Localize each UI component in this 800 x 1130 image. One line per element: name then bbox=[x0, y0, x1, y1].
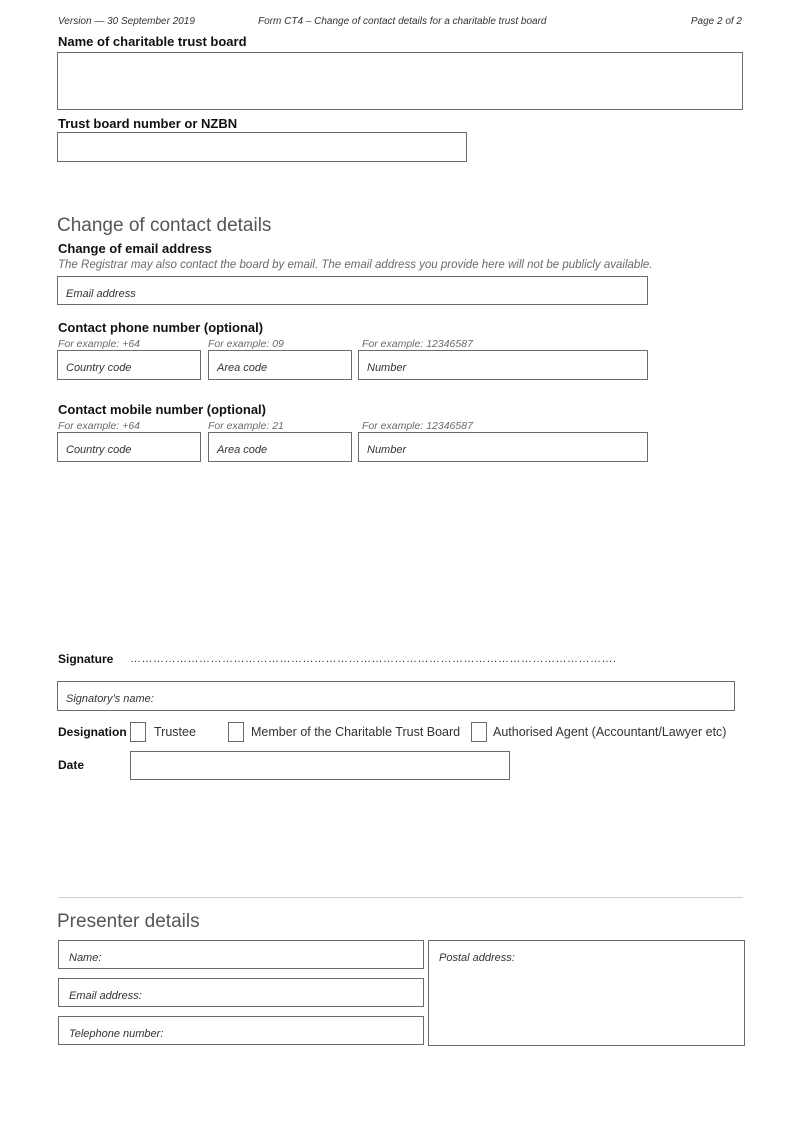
signatory-name-placeholder: Signatory’s name: bbox=[66, 693, 154, 705]
header-version: Version — 30 September 2019 bbox=[58, 16, 195, 27]
presenter-email-placeholder: Email address: bbox=[69, 990, 142, 1002]
mobile-area-placeholder: Area code bbox=[217, 444, 268, 456]
phone-number-placeholder: Number bbox=[367, 362, 407, 374]
designation-trustee-label: Trustee bbox=[154, 725, 196, 739]
board-name-field[interactable] bbox=[57, 52, 743, 110]
designation-trustee-checkbox[interactable] bbox=[130, 722, 146, 742]
designation-label: Designation bbox=[58, 725, 127, 739]
phone-area-hint: For example: 09 bbox=[208, 338, 284, 350]
phone-number-field[interactable] bbox=[358, 350, 648, 380]
mobile-country-field[interactable] bbox=[57, 432, 201, 462]
mobile-number-hint: For example: 12346587 bbox=[362, 420, 473, 432]
date-field[interactable] bbox=[130, 751, 510, 780]
mobile-number-field[interactable] bbox=[358, 432, 648, 462]
phone-number-hint: For example: 12346587 bbox=[362, 338, 473, 350]
header-page-number: Page 2 of 2 bbox=[690, 16, 742, 27]
board-number-field[interactable] bbox=[57, 132, 467, 162]
contact-section-heading: Change of contact details bbox=[57, 215, 272, 236]
board-number-label: Trust board number or NZBN bbox=[58, 116, 238, 131]
phone-country-field[interactable] bbox=[57, 350, 201, 380]
presenter-email-field[interactable] bbox=[58, 978, 424, 1007]
presenter-name-field[interactable] bbox=[58, 940, 424, 969]
presenter-heading: Presenter details bbox=[57, 911, 200, 932]
designation-agent-label: Authorised Agent (Accountant/Lawyer etc) bbox=[493, 725, 727, 739]
mobile-country-placeholder: Country code bbox=[66, 444, 132, 456]
phone-area-field[interactable] bbox=[208, 350, 352, 380]
header-form-title: Form CT4 – Change of contact details for a charitable trust board bbox=[258, 16, 547, 27]
phone-country-placeholder: Country code bbox=[66, 362, 132, 374]
board-name-label: Name of charitable trust board bbox=[58, 34, 247, 49]
mobile-country-hint: For example: +64 bbox=[58, 420, 141, 432]
signature-line[interactable]: ………………………………………………………………………………………………………………. bbox=[130, 653, 617, 665]
signature-label: Signature bbox=[58, 652, 114, 666]
presenter-phone-field[interactable] bbox=[58, 1016, 424, 1045]
mobile-heading: Contact mobile number (optional) bbox=[58, 402, 266, 417]
phone-area-placeholder: Area code bbox=[217, 362, 268, 374]
signatory-name-field[interactable] bbox=[57, 681, 735, 711]
presenter-postal-placeholder: Postal address: bbox=[439, 952, 515, 964]
section-divider bbox=[58, 897, 743, 898]
email-field[interactable] bbox=[57, 276, 648, 305]
mobile-area-field[interactable] bbox=[208, 432, 352, 462]
phone-heading: Contact phone number (optional) bbox=[58, 320, 264, 335]
email-placeholder: Email address bbox=[66, 288, 136, 300]
mobile-number-placeholder: Number bbox=[367, 444, 407, 456]
presenter-phone-placeholder: Telephone number: bbox=[69, 1028, 164, 1040]
designation-member-label: Member of the Charitable Trust Board bbox=[251, 725, 461, 739]
designation-member-checkbox[interactable] bbox=[228, 722, 244, 742]
phone-country-hint: For example: +64 bbox=[58, 338, 141, 350]
presenter-postal-field[interactable] bbox=[428, 940, 745, 1046]
email-note: The Registrar may also contact the board by email. The email address you provide here will not be publicly available. bbox=[58, 259, 653, 271]
designation-agent-checkbox[interactable] bbox=[471, 722, 487, 742]
email-heading: Change of email address bbox=[58, 241, 212, 256]
date-label: Date bbox=[58, 758, 85, 772]
mobile-area-hint: For example: 21 bbox=[208, 420, 284, 432]
presenter-name-placeholder: Name: bbox=[69, 952, 102, 964]
